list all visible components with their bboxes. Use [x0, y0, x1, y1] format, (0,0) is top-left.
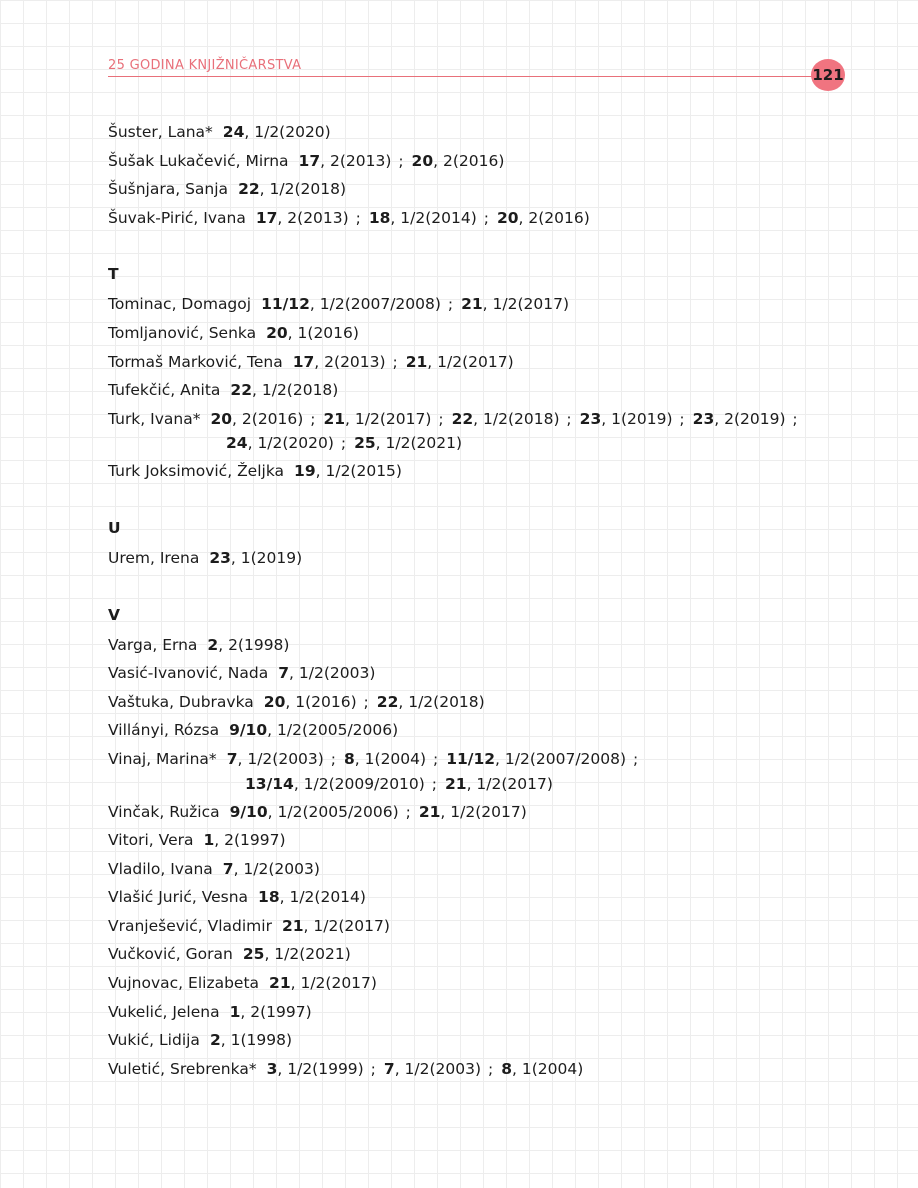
- volume-reference: 20, 2(2016): [496, 208, 590, 227]
- volume-reference: 23, 2(2019): [692, 409, 786, 428]
- author-name: Vaštuka, Dubravka: [108, 692, 254, 711]
- volume-number: 21: [405, 352, 428, 371]
- volume-number: 18: [258, 888, 280, 907]
- index-entry: [108, 940, 868, 969]
- index-entry: [108, 969, 868, 998]
- volume-number: 21: [269, 974, 291, 993]
- volume-number: 23: [692, 409, 715, 428]
- author-name: Vladilo, Ivana: [108, 859, 213, 878]
- issue-number: 1(2004): [364, 749, 427, 768]
- issue-number: 1/2(2007/2008): [504, 749, 627, 768]
- issue-number: 1/2(2003): [298, 664, 376, 683]
- volume-reference: 2, 1(1998): [209, 1031, 292, 1050]
- volume-number: 21: [281, 916, 304, 935]
- index-entry: [108, 348, 868, 377]
- volume-reference: 20, 2(2016): [411, 151, 505, 170]
- author-name: Tormaš Marković, Tena: [108, 352, 283, 371]
- volume-reference: 11/12, 1/2(2007/2008): [261, 295, 441, 314]
- issue-number: 1(2004): [521, 1059, 584, 1078]
- volume-number: 9/10: [229, 721, 268, 740]
- volume-number: 2: [209, 1031, 221, 1050]
- reference-separator: ;: [674, 409, 685, 428]
- issue-number: 1/2(2017): [354, 409, 432, 428]
- volume-reference: 22, 1/2(2018): [451, 409, 560, 428]
- index-entry: [108, 855, 868, 884]
- issue-number: 1(2019): [611, 409, 673, 428]
- index-entry: [108, 883, 868, 912]
- author-name: Vučković, Goran: [108, 945, 233, 964]
- volume-reference: 21, 1/2(2017): [281, 916, 390, 935]
- reference-separator: ;: [483, 1059, 494, 1078]
- reference-separator: ;: [387, 352, 398, 371]
- issue-number: 1/2(2014): [289, 888, 366, 907]
- volume-reference: 21, 1/2(2017): [461, 295, 569, 314]
- volume-reference: 22, 1/2(2018): [376, 692, 485, 711]
- issue-number: 2(1997): [224, 831, 286, 850]
- reference-separator: ;: [428, 749, 439, 768]
- reference-separator: ;: [400, 802, 411, 821]
- author-name: Turk, Ivana*: [108, 409, 201, 428]
- volume-number: 23: [579, 409, 602, 428]
- volume-number: 7: [383, 1059, 395, 1078]
- volume-reference: 20, 1(2016): [266, 323, 359, 342]
- section-letter: V: [108, 605, 120, 624]
- volume-reference: 17, 2(2013): [298, 151, 392, 170]
- author-name: Šušak Lukačević, Mirna: [108, 151, 289, 170]
- issue-number: 2(2016): [528, 208, 590, 227]
- volume-number: 9/10: [229, 802, 268, 821]
- section-letter: T: [108, 265, 119, 284]
- issue-number: 2(2013): [329, 151, 392, 170]
- index-entry: [108, 716, 868, 745]
- reference-separator: ;: [478, 208, 489, 227]
- volume-reference: 8, 1(2004): [501, 1059, 584, 1078]
- volume-number: 25: [354, 434, 376, 453]
- reference-separator: ;: [561, 409, 572, 428]
- volume-number: 18: [368, 208, 391, 227]
- issue-number: 2(1997): [250, 1002, 312, 1021]
- volume-reference: 13/14, 1/2(2009/2010): [245, 774, 425, 793]
- issue-number: 2(2016): [241, 409, 304, 428]
- volume-reference: 18, 1/2(2014): [368, 208, 477, 227]
- volume-number: 21: [444, 774, 467, 793]
- issue-number: 1/2(2005/2006): [277, 802, 399, 821]
- volume-reference: 18, 1/2(2014): [258, 888, 366, 907]
- author-name: Vitori, Vera: [108, 831, 194, 850]
- reference-separator: ;: [305, 409, 316, 428]
- issue-number: 2(2013): [287, 208, 349, 227]
- index-entry-continuation: [108, 774, 868, 794]
- author-name: Šuster, Lana*: [108, 123, 213, 141]
- volume-reference: 21, 1/2(2017): [444, 774, 553, 793]
- issue-number: 2(2019): [724, 409, 786, 428]
- index-entry: [108, 1026, 868, 1055]
- reference-separator: ;: [335, 434, 347, 453]
- issue-number: 1/2(2021): [385, 434, 463, 453]
- volume-reference: 17, 2(2013): [255, 208, 349, 227]
- author-name: Vuletić, Srebrenka*: [108, 1059, 257, 1078]
- volume-number: 22: [451, 409, 474, 428]
- issue-number: 1/2(2018): [261, 381, 339, 400]
- volume-number: 21: [461, 295, 483, 314]
- volume-number: 7: [226, 749, 238, 768]
- index-entry: [108, 998, 868, 1027]
- author-name: Varga, Erna: [108, 635, 198, 654]
- author-name: Šušnjara, Sanja: [108, 180, 229, 199]
- volume-number: 20: [263, 692, 286, 711]
- index-entry: [108, 688, 868, 717]
- volume-number: 22: [238, 180, 260, 199]
- volume-reference: 21, 1/2(2017): [418, 802, 527, 821]
- issue-number: 1/2(2003): [243, 859, 320, 878]
- volume-reference: 7, 1/2(2003): [278, 664, 376, 683]
- issue-number: 1/2(2017): [313, 916, 390, 935]
- volume-number: 20: [496, 208, 519, 227]
- volume-reference: 1, 2(1997): [229, 1002, 312, 1021]
- volume-reference: 17, 2(2013): [292, 352, 386, 371]
- issue-number: 1/2(2005/2006): [277, 721, 399, 740]
- issue-number: 1(2019): [240, 548, 303, 567]
- volume-number: 21: [418, 802, 441, 821]
- volume-number: 8: [501, 1059, 512, 1078]
- index-entry: [108, 376, 868, 405]
- issue-number: 1/2(2017): [476, 774, 553, 793]
- volume-reference: 21, 1/2(2017): [269, 974, 377, 993]
- issue-number: 1/2(2020): [254, 123, 331, 141]
- reference-separator: ;: [628, 749, 639, 768]
- volume-reference: 19, 1/2(2015): [294, 462, 402, 481]
- volume-reference: 25, 1/2(2021): [242, 945, 351, 964]
- author-name: Tufekčić, Anita: [108, 381, 221, 400]
- index-entry: [108, 118, 868, 147]
- issue-number: 1/2(2003): [404, 1059, 482, 1078]
- volume-number: 7: [222, 859, 234, 878]
- author-name: Vranješević, Vladimir: [108, 916, 272, 935]
- issue-number: 1/2(2018): [269, 180, 346, 199]
- issue-number: 1/2(2018): [408, 692, 485, 711]
- volume-number: 20: [266, 323, 288, 342]
- index-entry: [108, 826, 868, 855]
- reference-separator: ;: [393, 151, 404, 170]
- volume-number: 2: [207, 635, 219, 654]
- reference-separator: ;: [787, 409, 798, 428]
- volume-number: 1: [203, 831, 215, 850]
- index-entry: [108, 147, 868, 176]
- reference-separator: ;: [433, 409, 444, 428]
- index-entry-continuation: [108, 433, 868, 453]
- issue-number: 1/2(1999): [287, 1059, 364, 1078]
- index-entry: [108, 745, 868, 774]
- issue-number: 1/2(2017): [492, 295, 569, 314]
- volume-number: 22: [376, 692, 399, 711]
- volume-number: 1: [229, 1002, 241, 1021]
- reference-separator: ;: [426, 774, 437, 793]
- volume-number: 20: [411, 151, 434, 170]
- issue-number: 1(1998): [230, 1031, 292, 1050]
- header-title: 25 GODINA KNJIŽNIČARSTVA: [108, 58, 302, 73]
- volume-number: 24: [222, 123, 245, 141]
- volume-number: 20: [210, 409, 233, 428]
- index-entry: [108, 798, 868, 827]
- issue-number: 1/2(2020): [257, 434, 334, 453]
- volume-number: 19: [294, 462, 316, 481]
- issue-number: 1/2(2017): [450, 802, 527, 821]
- reference-separator: ;: [358, 692, 369, 711]
- volume-reference: 7, 1/2(2003): [226, 749, 324, 768]
- volume-number: 8: [344, 749, 355, 768]
- volume-reference: 25, 1/2(2021): [354, 434, 463, 453]
- index-entry: [108, 457, 868, 486]
- author-name: Vukić, Lidija: [108, 1031, 200, 1050]
- volume-reference: 3, 1/2(1999): [266, 1059, 364, 1078]
- index-entry: [108, 1055, 868, 1084]
- volume-reference: 9/10, 1/2(2005/2006): [229, 721, 399, 740]
- volume-reference: 11/12, 1/2(2007/2008): [446, 749, 627, 768]
- author-name: Urem, Irena: [108, 548, 200, 567]
- volume-reference: 23, 1(2019): [209, 548, 303, 567]
- volume-reference: 24, 1/2(2020): [226, 434, 334, 453]
- volume-reference: 2, 2(1998): [207, 635, 290, 654]
- volume-number: 22: [230, 381, 252, 400]
- volume-reference: 20, 2(2016): [210, 409, 304, 428]
- author-name: Vinaj, Marina*: [108, 749, 217, 768]
- volume-number: 21: [323, 409, 346, 428]
- header-rule: [108, 76, 820, 77]
- volume-number: 17: [292, 352, 315, 371]
- volume-number: 25: [242, 945, 265, 964]
- author-name: Vlašić Jurić, Vesna: [108, 888, 249, 907]
- author-name: Villányi, Rózsa: [108, 721, 220, 740]
- volume-number: 3: [266, 1059, 278, 1078]
- volume-reference: 8, 1(2004): [344, 749, 427, 768]
- volume-reference: 24, 1/2(2020): [222, 123, 331, 141]
- author-name: Tominac, Domagoj: [108, 295, 252, 314]
- index-entry: [108, 290, 868, 319]
- index-entry: [108, 319, 868, 348]
- author-name: Vasić-Ivanović, Nada: [108, 664, 269, 683]
- reference-separator: ;: [325, 749, 336, 768]
- volume-reference: 23, 1(2019): [579, 409, 673, 428]
- issue-number: 1/2(2014): [400, 208, 477, 227]
- page-number-badge: 121: [811, 59, 845, 91]
- issue-number: 1/2(2018): [483, 409, 560, 428]
- author-name: Šuvak-Pirić, Ivana: [108, 208, 246, 227]
- issue-number: 1/2(2003): [247, 749, 324, 768]
- issue-number: 2(1998): [228, 635, 290, 654]
- author-index: [108, 118, 868, 1083]
- volume-reference: 1, 2(1997): [203, 831, 286, 850]
- volume-reference: 22, 1/2(2018): [238, 180, 346, 199]
- issue-number: 2(2013): [324, 352, 386, 371]
- issue-number: 1/2(2017): [300, 974, 377, 993]
- issue-number: 1(2016): [297, 323, 359, 342]
- issue-number: 1/2(2007/2008): [319, 295, 441, 314]
- author-name: Vukelić, Jelena: [108, 1002, 220, 1021]
- volume-reference: 22, 1/2(2018): [230, 381, 339, 400]
- index-entry: [108, 631, 868, 660]
- volume-reference: 9/10, 1/2(2005/2006): [229, 802, 399, 821]
- volume-number: 24: [226, 434, 248, 453]
- author-name: Turk Joksimović, Željka: [108, 462, 285, 481]
- volume-number: 11/12: [446, 749, 496, 768]
- volume-reference: 21, 1/2(2017): [323, 409, 432, 428]
- volume-reference: 20, 1(2016): [263, 692, 357, 711]
- volume-reference: 7, 1/2(2003): [222, 859, 320, 878]
- reference-separator: ;: [350, 208, 361, 227]
- volume-reference: 7, 1/2(2003): [383, 1059, 482, 1078]
- volume-number: 7: [278, 664, 290, 683]
- volume-number: 13/14: [245, 774, 294, 793]
- issue-number: 1/2(2021): [274, 945, 351, 964]
- volume-number: 11/12: [261, 295, 310, 314]
- author-name: Vujnovac, Elizabeta: [108, 974, 260, 993]
- issue-number: 1/2(2017): [437, 352, 514, 371]
- issue-number: 1/2(2015): [325, 462, 402, 481]
- index-entry: [108, 544, 868, 573]
- volume-number: 17: [298, 151, 321, 170]
- reference-separator: ;: [442, 295, 454, 314]
- index-entry: [108, 175, 868, 204]
- index-entry: [108, 912, 868, 941]
- reference-separator: ;: [365, 1059, 376, 1078]
- index-entry: [108, 204, 868, 233]
- issue-number: 1/2(2009/2010): [303, 774, 425, 793]
- author-name: Tomljanović, Senka: [108, 323, 257, 342]
- volume-number: 17: [255, 208, 278, 227]
- author-name: Vinčak, Ružica: [108, 802, 220, 821]
- section-letter: U: [108, 518, 121, 537]
- issue-number: 2(2016): [442, 151, 505, 170]
- index-entry: [108, 659, 868, 688]
- volume-reference: 21, 1/2(2017): [405, 352, 514, 371]
- volume-number: 23: [209, 548, 231, 567]
- index-entry: [108, 405, 868, 434]
- issue-number: 1(2016): [295, 692, 357, 711]
- running-header: [108, 58, 830, 78]
